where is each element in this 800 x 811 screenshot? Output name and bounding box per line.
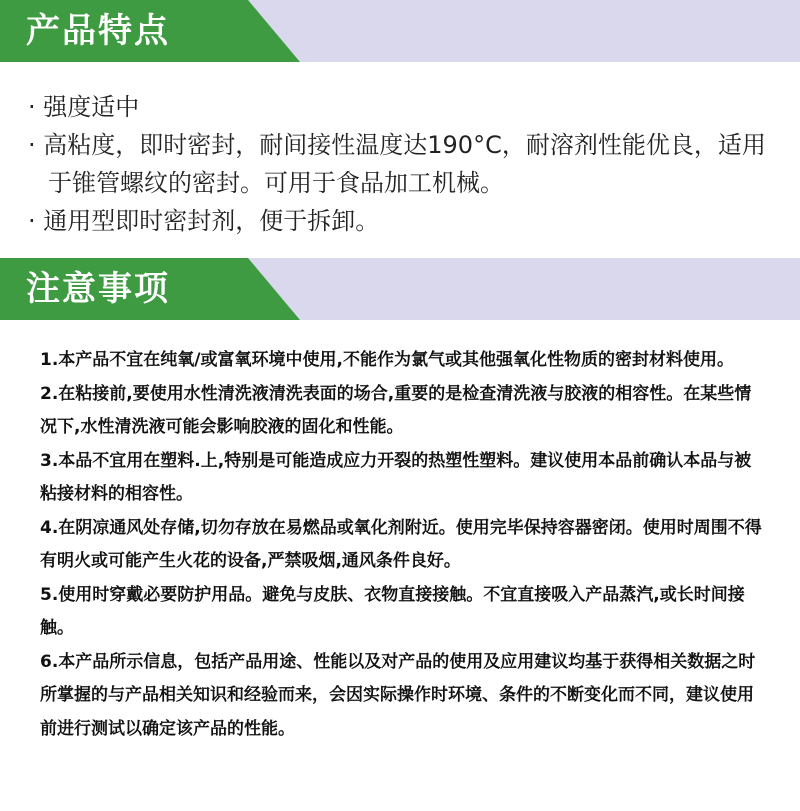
note-item: 6.本产品所示信息，包括产品用途、性能以及对产品的使用及应用建议均基于获得相关数据之时所掌握的与产品相关知识和经验而来，会因实际操作时环境、条件的不断变化而不同，建议使用前进行测试以确定该产品的性能。 (40, 651, 756, 739)
feature-item: · 通用型即时密封剂，便于拆卸。 (28, 207, 380, 235)
notes-header (0, 258, 800, 320)
features-header (0, 0, 800, 62)
feature-item: · 强度适中 (28, 93, 140, 121)
features-title: 产品特点 (26, 11, 170, 51)
note-item: 3.本品不宜用在塑料.上,特别是可能造成应力开裂的热塑性塑料。建议使用本品前确认本品与被粘接材料的相容性。 (40, 450, 752, 504)
notes-title: 注意事项 (26, 269, 170, 309)
notes-list (40, 344, 768, 746)
feature-item: · 高粘度，即时密封，耐间接性温度达190°C，耐溶剂性能优良，适用于锥管螺纹的密封。可用于食品加工机械。 (28, 131, 766, 197)
note-item: 4.在阴凉通风处存储,切勿存放在易燃品或氧化剂附近。使用完毕保持容器密闭。使用时周围不得有明火或可能产生火花的设备,严禁吸烟,通风条件良好。 (40, 517, 762, 571)
features-list (28, 88, 788, 240)
note-item: 1.本产品不宜在纯氧/或富氧环境中使用,不能作为氯气或其他强氧化性物质的密封材料使用。 (40, 350, 734, 370)
note-item: 2.在粘接前,要使用水性清洗液清洗表面的场合,重要的是检查清洗液与胶液的相容性。在某些情况下,水性清洗液可能会影响胶液的固化和性能。 (40, 383, 752, 437)
note-item: 5.使用时穿戴必要防护用品。避免与皮肤、衣物直接接触。不宜直接吸入产品蒸汽,或长时间接触。 (40, 584, 745, 638)
